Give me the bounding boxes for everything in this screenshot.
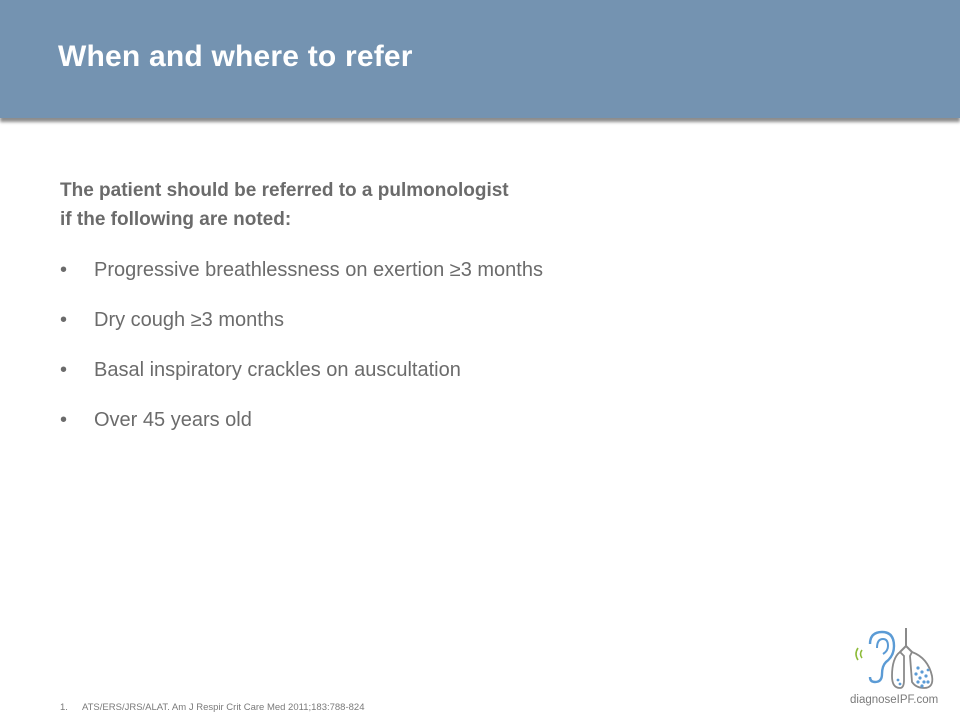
slide-title: When and where to refer: [58, 40, 413, 73]
footnote-number: 1.: [60, 702, 68, 713]
footnote: [60, 702, 364, 713]
bullet-marker: •: [60, 309, 68, 331]
bullet-text: Basal inspiratory crackles on auscultation: [94, 359, 461, 381]
footnote-text: ATS/ERS/JRS/ALAT. Am J Respir Crit Care Med 2011;183:788-824: [82, 702, 365, 713]
site-logo: [848, 624, 952, 714]
intro-line-1: The patient should be referred to a pulmonologist: [60, 180, 509, 201]
bullet-item: [60, 356, 760, 406]
bullet-item: [60, 306, 760, 356]
bullet-marker: •: [60, 259, 68, 281]
bullet-item: [60, 256, 760, 306]
bullet-item: [60, 406, 760, 456]
intro-text: [60, 176, 680, 234]
intro-line-2: if the following are noted:: [60, 209, 292, 230]
bullet-text: Progressive breathlessness on exertion ≥3 months: [94, 259, 543, 281]
slide-header: [0, 0, 960, 118]
logo-text: diagnoseIPF.com: [850, 694, 939, 706]
bullet-marker: •: [60, 359, 68, 381]
bullet-text: Dry cough ≥3 months: [94, 309, 284, 331]
bullet-text: Over 45 years old: [94, 409, 252, 431]
bullet-list: [60, 256, 760, 456]
bullet-marker: •: [60, 409, 68, 431]
ear-lungs-logo-icon: [848, 624, 952, 694]
